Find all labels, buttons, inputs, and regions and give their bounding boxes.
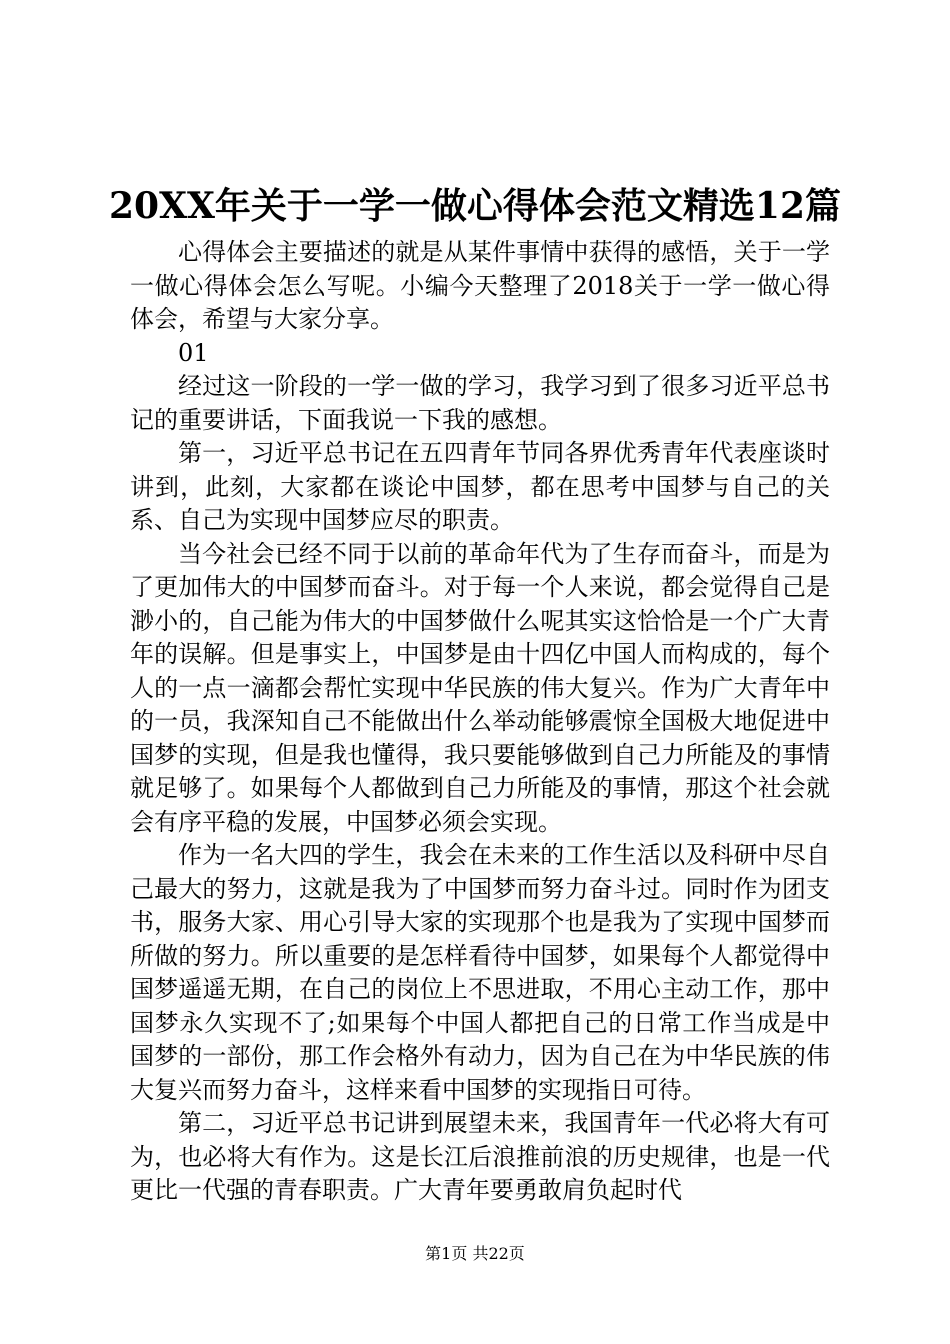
page-footer: 第1页 共22页 [425,1244,525,1263]
body-paragraph: 经过这一阶段的一学一做的学习，我学习到了很多习近平总书记的重要讲话，下面我说一下我的感想。 [130,372,830,434]
document-body [130,236,830,1208]
intro-paragraph: 心得体会主要描述的就是从某件事情中获得的感悟，关于一学一做心得体会怎么写呢。小编今天整理了2018关于一学一做心得体会，希望与大家分享。 [130,238,830,333]
body-paragraph: 第一，习近平总书记在五四青年节同各界优秀青年代表座谈时讲到，此刻，大家都在谈论中国梦，都在思考中国梦与自己的关系、自己为实现中国梦应尽的职责。 [130,439,830,534]
document-title: 20XX年关于一学一做心得体会范文精选12篇 [108,185,842,227]
body-paragraph: 作为一名大四的学生，我会在未来的工作生活以及科研中尽自己最大的努力，这就是我为了中国梦而努力奋斗过。同时作为团支书，服务大家、用心引导大家的实现那个也是我为了实现中国梦而所做的努力。所以重要的是怎样看待中国梦，如果每个人都觉得中国梦遥遥无期，在自己的岗位上不思进取，不用心主动工作，那中国梦永久实现不了;如果每个中国人都把自己的日常工作当成是中国梦的一部份，那工作会格外有动力，因为自己在为中华民族的伟大复兴而努力奋斗，这样来看中国梦的实现指日可待。 [130,841,830,1104]
body-paragraph: 当今社会已经不同于以前的革命年代为了生存而奋斗，而是为了更加伟大的中国梦而奋斗。对于每一个人来说，都会觉得自己是渺小的，自己能为伟大的中国梦做什么呢其实这恰恰是一个广大青年的误解。但是事实上，中国梦是由十四亿中国人而构成的，每个人的一点一滴都会帮忙实现中华民族的伟大复兴。作为广大青年中的一员，我深知自己不能做出什么举动能够震惊全国极大地促进中国梦的实现，但是我也懂得，我只要能够做到自己力所能及的事情就足够了。如果每个人都做到自己力所能及的事情，那这个社会就会有序平稳的发展，中国梦必须会实现。 [130,539,830,836]
body-paragraph: 第二，习近平总书记讲到展望未来，我国青年一代必将大有可为，也必将大有作为。这是长江后浪推前浪的历史规律，也是一代更比一代强的青春职责。广大青年要勇敢肩负起时代 [130,1109,830,1204]
section-number: 01 [178,338,209,367]
